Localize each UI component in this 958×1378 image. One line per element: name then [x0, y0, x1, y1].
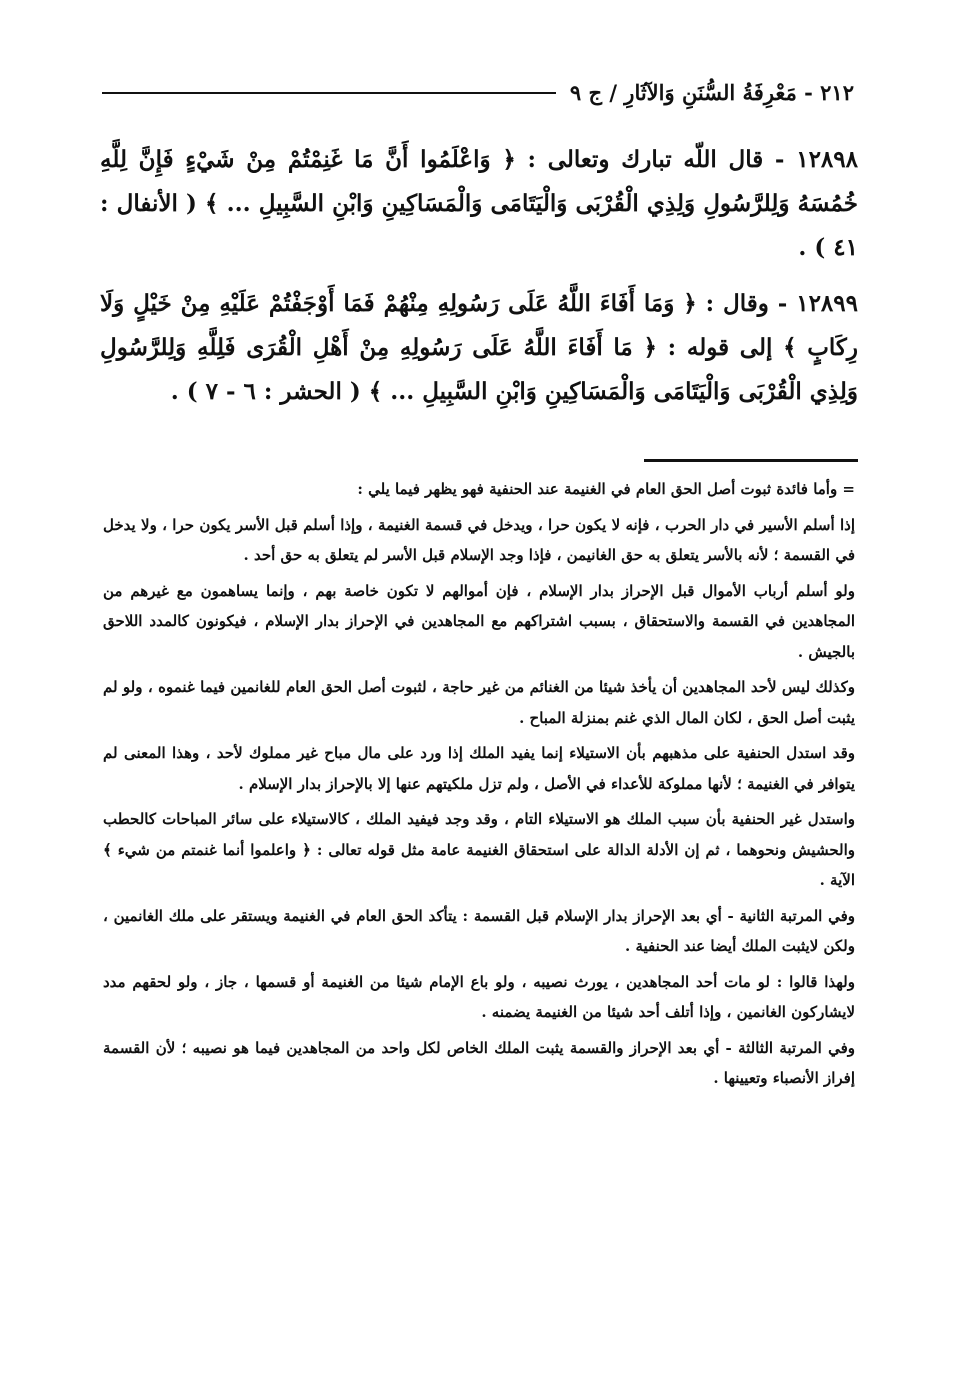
footnote-paragraph: وقد استدل الحنفية على مذهبهم بأن الاستيلاء إنما يفيد الملك إذا ورد على مال مباح غير مملوك لأحد ، وهذا المعنى لم يتوافر في الغنيمة ؛ لأنها مملوكة للأعداء في الأصل ، ولم تزل ملكيتهم عنها إلا بالإحراز بدار الإسلام .: [103, 744, 855, 793]
hadith-12899: ١٢٨٩٩ - وقال : ﴿ وَمَا أَفَاءَ اللَّهُ عَلَى رَسُولِهِ مِنْهُمْ فَمَا أَوْجَفْتُمْ عَلَيْهِ مِنْ خَيْلٍ وَلَا رِكَابٍ ﴾ إلى قوله : ﴿ مَا أَفَاءَ اللَّهُ عَلَى رَسُولِهِ مِنْ أَهْلِ الْقُرَى فَلِلَّهِ وَلِلرَّسُولِ وَلِذِي الْقُرْبَى وَالْيَتَامَى وَالْمَسَاكِينِ وَابْنِ السَّبِيلِ ... ﴾ ( الحشر : ٦ - ٧ ) .: [100, 290, 858, 405]
footnote-paragraph: وفي المرتبة الثانية - أي بعد الإحراز بدار الإسلام قبل القسمة : يتأكد الحق العام في الغنيمة ويستقر على ملك الغانمين ، ولكن لايثبت الملك أيضا عند الحنفية .: [103, 906, 855, 955]
footnote-paragraph: ولهذا قالوا : لو مات أحد المجاهدين ، يورث نصيبه ، ولو باع الإمام شيئا من الغنيمة أو قسمها ، جاز ، ولو لحقهم مدد لايشاركون الغانمين ، وإذا أتلف أحد شيئا من الغنيمة يضمنه .: [103, 972, 855, 1021]
footnote-paragraph: واستدل غير الحنفية بأن سبب الملك هو الاستيلاء التام ، وقد وجد فيفيد الملك ، كالاستيلاء على سائر المباحات كالحطب والحشيش ونحوهما ، ثم إن الأدلة الدالة على استحقاق الغنيمة عامة مثل قوله تعالى : ﴿ واعلموا أنما غنمتم من شيء ﴾ الآية .: [103, 810, 855, 889]
footnote-divider: [644, 459, 858, 462]
footnote-paragraph: ولو أسلم أرباب الأموال قبل الإحراز بدار الإسلام ، فإن أموالهم لا تكون خاصة بهم ، وإنما يساهمون مع غيرهم من المجاهدين في القسمة والاستحقاق ، بسبب اشتراكهم مع المجاهدين في الإحراز بدار الإسلام ، فيكونون كالمدد اللاحق بالجيش .: [103, 581, 855, 661]
main-text: [100, 138, 858, 426]
header-rule: [102, 92, 556, 94]
footnotes: [103, 474, 855, 1099]
footnote-paragraph: وكذلك ليس لأحد المجاهدين أن يأخذ شيئا من الغنائم من غير حاجة ، لثبوت أصل الحق العام للغانمين فيما غنموه ، ولو لم يثبت أصل الحق ، لكان المال الذي غنم بمنزلة المباح .: [103, 678, 855, 727]
footnote-paragraph: = وأما فائدة ثبوت أصل الحق العام في الغنيمة عند الحنفية فهو يظهر فيما يلي :: [357, 480, 855, 498]
footnote-paragraph: إذا أسلم الأسير في دار الحرب ، فإنه لا يكون حرا ، ويدخل في قسمة الغنيمة ، وإذا أسلم قبل الأسر يكون حرا ، ولا يدخل في القسمة ؛ لأنه بالأسر يتعلق به حق الغانيمن ، فإذا وجد الإسلام قبل الأسر لم يتعلق به حق أحد .: [103, 515, 855, 564]
page-header: [102, 80, 854, 105]
footnote-paragraph: وفي المرتبة الثالثة - أي بعد الإحراز والقسمة يثبت الملك الخاص لكل واحد من المجاهدين فيما هو نصيبه ؛ لأن القسمة إفراز الأنصباء وتعيينها .: [103, 1038, 855, 1087]
hadith-12898: ١٢٨٩٨ - قال اللّه تبارك وتعالى : ﴿ وَاعْلَمُوا أَنَّ مَا غَنِمْتُمْ مِنْ شَيْءٍ فَإِنَّ لِلَّهِ خُمُسَهُ وَلِلرَّسُولِ وَلِذِي الْقُرْبَى وَالْيَتَامَى وَالْمَسَاكِينِ وَابْنِ السَّبِيلِ ... ﴾ ( الأنفال : ٤١ ) .: [100, 146, 858, 261]
running-title: ٢١٢ - مَعْرِفَةُ السُّنَنِ وَالآثَارِ / ج ٩: [569, 80, 854, 105]
